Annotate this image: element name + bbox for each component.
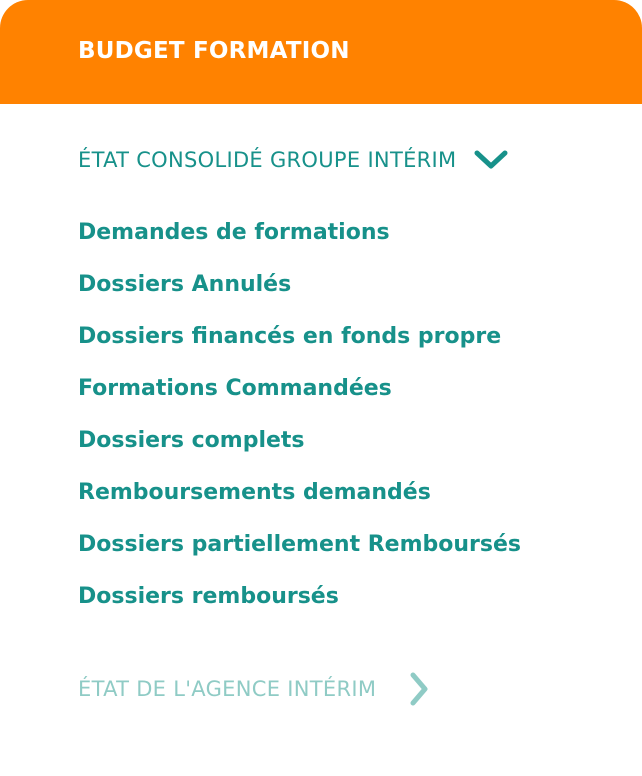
menu-item-dossiers-complets[interactable]: Dossiers complets — [78, 428, 305, 453]
section-label-etat-consolide: ÉTAT CONSOLIDÉ GROUPE INTÉRIM — [78, 148, 457, 172]
section-items-etat-consolide — [78, 216, 521, 632]
menu-item-demandes-de-formations[interactable]: Demandes de formations — [78, 220, 390, 245]
menu-item-dossiers-annules[interactable]: Dossiers Annulés — [78, 272, 292, 297]
menu-item-dossiers-finances-fonds-propre[interactable]: Dossiers financés en fonds propre — [78, 324, 502, 349]
panel-header — [0, 0, 642, 104]
menu-item-dossiers-rembourses[interactable]: Dossiers remboursés — [78, 584, 339, 609]
menu-item-remboursements-demandes[interactable]: Remboursements demandés — [78, 480, 431, 505]
chevron-down-icon — [474, 149, 508, 171]
section-label-etat-agence: ÉTAT DE L'AGENCE INTÉRIM — [78, 677, 377, 701]
section-toggle-etat-consolide[interactable] — [78, 148, 508, 172]
section-toggle-etat-agence[interactable] — [78, 672, 430, 706]
chevron-right-icon — [408, 672, 430, 706]
menu-item-dossiers-partiellement-rembourses[interactable]: Dossiers partiellement Remboursés — [78, 532, 522, 557]
panel-title: BUDGET FORMATION — [78, 38, 350, 64]
menu-item-formations-commandees[interactable]: Formations Commandées — [78, 376, 392, 401]
